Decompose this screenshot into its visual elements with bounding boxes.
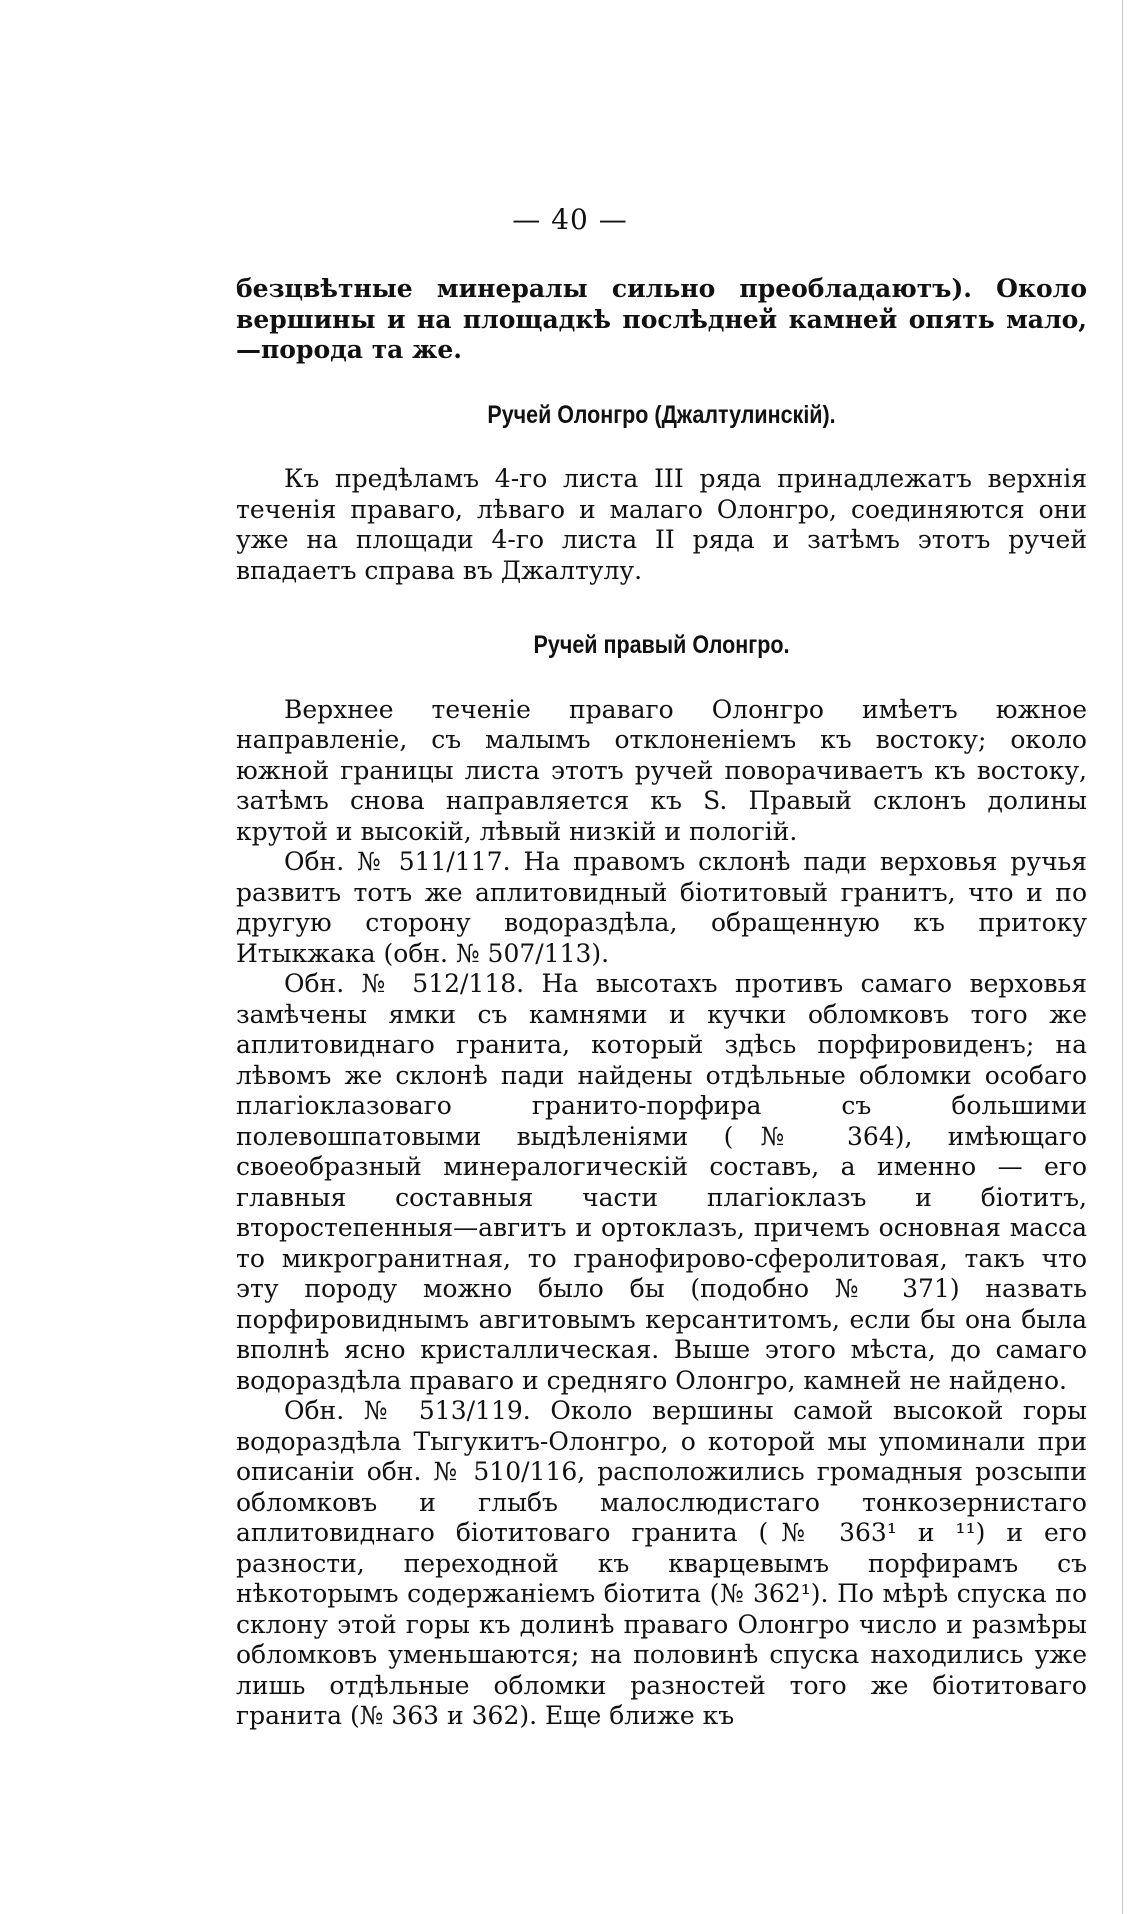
paragraph: Къ предѣламъ 4-го листа III ряда принадлежатъ верхнія теченія праваго, лѣваго и малаго Олонгро, соединяются они уже на площади 4-го листа II ряда и затѣмъ этотъ ручей впадаетъ справа въ Джалтулу. (236, 464, 1087, 585)
section-heading-right-olongro: Ручей правый Олонгро. (533, 631, 790, 659)
section-heading-olongro: Ручей Олонгро (Джалтулинскій). (487, 400, 836, 429)
paragraph-outcrop-513: Обн. № 513/119. Около вершины самой высокой горы водораздѣла Тыгукитъ-Олонгро, о которой мы упоминали при описаніи обн. № 510/116, расположились громадныя розсыпи обломковъ и глыбъ малослюдистаго тонкозернистаго аплитовиднаго біотитоваго гранита (№ 363¹ и ¹¹) и его разности, переходной къ кварцевымъ порфирамъ съ нѣкоторымъ содержаніемъ біотита (№ 362¹). По мѣрѣ спуска по склону этой горы къ долинѣ праваго Олонгро число и размѣры обломковъ уменьшаются; на половинѣ спуска находились уже лишь отдѣльные обломки разностей того же біотитоваго гранита (№ 363 и 362). Еще ближе къ (236, 1396, 1087, 1730)
continued-paragraph: безцвѣтные минералы сильно преобладаютъ). Около вершины и на площадкѣ послѣдней камней опять мало,—порода та же. (236, 274, 1087, 364)
paragraph-outcrop-511: Обн. № 511/117. На правомъ склонѣ пади верховья ручья развитъ тотъ же аплитовидный біотитовый гранитъ, что и по другую сторону водораздѣла, обращенную къ притоку Итыкжака (обн. № 507/113). (236, 847, 1087, 968)
page-number: — 40 — (512, 203, 628, 236)
text-column (236, 274, 1087, 1732)
paragraph-outcrop-512: Обн. № 512/118. На высотахъ противъ самаго верховья замѣчены ямки съ камнями и кучки обломковъ того же аплитовиднаго гранита, который здѣсь порфировиденъ; на лѣвомъ же склонѣ пади найдены отдѣльные обломки особаго плагіоклазоваго гранито-порфира съ большими полевошпатовыми выдѣленіями (№ 364), имѣющаго своеобразный минералогическій составъ, а именно — его главныя составныя части плагіоклазъ и біотитъ, второстепенныя—авгитъ и ортоклазъ, причемъ основная масса то микрогранитная, то гранофирово-сферолитовая, такъ что эту породу можно было бы (подобно № 371) назвать порфировиднымъ авгитовымъ керсантитомъ, если бы она была вполнѣ ясно кристаллическая. Выше этого мѣста, до самаго водораздѣла праваго и средняго Олонгро, камней не найдено. (236, 969, 1087, 1395)
paragraph: Верхнее теченіе праваго Олонгро имѣетъ южное направленіе, съ малымъ отклоненіемъ къ востоку; около южной границы листа этотъ ручей поворачиваетъ къ востоку, затѣмъ снова направляется къ S. Правый склонъ долины крутой и высокій, лѣвый низкій и пологій. (236, 694, 1087, 846)
page-edge-rule (1122, 0, 1123, 1914)
